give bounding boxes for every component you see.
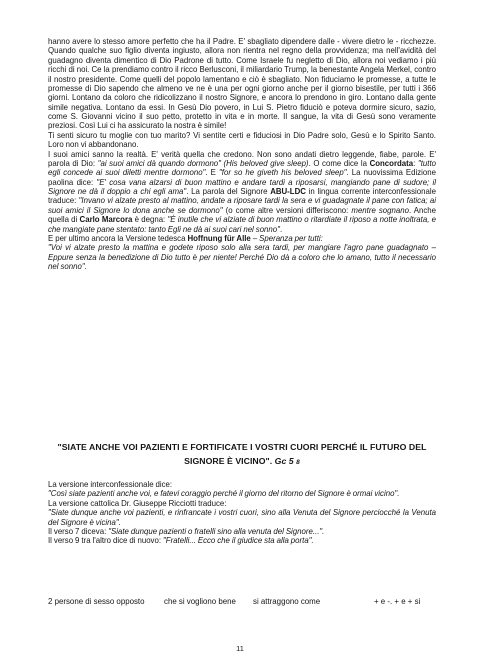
paragraph-intro: [48, 37, 436, 131]
verse9-label: Il verso 9 tra l'altro dice di nuovo:: [48, 536, 163, 546]
block3-run-20: .: [279, 224, 283, 234]
paragraph-trust-text: Ti senti sicuro tu moglie con tuo marito? Vi sentite certi e fiduciosi in Dio Padre solo, Gesù e lo Spirito Santo. Loro non vi abbandonano.: [48, 130, 436, 150]
commentary-text: [48, 480, 436, 546]
block3-run-6: . E: [205, 168, 219, 178]
block3-run-16: . Anche quella di: [48, 205, 437, 225]
block3-run-11: ABU-LDC: [270, 187, 306, 196]
section-heading: [48, 441, 436, 469]
german-quote-text: "Voi vi alzate presto la mattina e godete riposo solo alla sera tardi, per mangiare l'agro pane guadagnato – Eppure senza la benedizione di Dio tutto è per niente! Perché Dio dà a coloro che lo amano, tutto il necessario nel sonno".: [48, 243, 436, 271]
block3-run-10: . La parola del Signore: [186, 187, 271, 196]
paragraph-intro-text: hanno avere lo stesso amore perfetto che ha il Padre. E' sbagliato dipendere dalle - vivere dietro le - ricchezze. Quando qualche suo figlio diventa ingiusto, allora non rientra nel regno della provvidenza; ma nell'avidità del guadagno diventa dimentico di Dio Padrone di tutto. Come Israele fu negletto di Dio, allora noi vediamo i più ricchi di noi. Ce la prendiamo contro il ricco Berlusconi, il miliardario Trump, la benestante Angela Merkel, contro il nostro presidente. Come quelli del popolo lamentano e ciò è sbagliato. Non fiduciamo le promesse, a tutte le promesse di Dio sapendo che almeno ve ne è una per ogni giorno anche per il giorno bisestile, per tutti i 366 giorni. Lontano da coloro che ridicolizzano il nostro Signore, e ancora lo prendono in giro. Lontano dalla gente simile negativa. Lontano da essi. In Gesù Dio povero, in Lui S. Pietro fiduciò e poteva dormire sicuro, sazio, come S. Giovanni vicino il suo petto, protetto in vita e in morte. Il sangue, la vita di Gesù sono veramente preziosi. Così Lui ci ha assicurato la nostra è simile!: [48, 37, 436, 131]
block3-run-0: I suoi amici sanno la realtà. E' verità quella che credono. Non sono andati dietro leggende, fiabe, parole. E' parola di Dio:: [48, 149, 436, 168]
verse7-label: Il verso 7 diceva:: [48, 526, 109, 536]
block3-run-2: . O come dice la: [308, 158, 370, 168]
block4-run-1: Hoffnung für Alle: [187, 233, 251, 243]
block3-run-13: "Invano vi alzate presto al mattino, andate a riposare tardi la sera e vi guadagnate il pane con fatica; ai suoi amici il Signore lo dona anche se dormono": [48, 196, 436, 215]
attraction-col-4: + e -. + e + si: [374, 597, 421, 606]
paragraph-ricciotti-quote: [48, 508, 436, 527]
block3-run-1: "ai suoi amici dà quando dormono" (His beloved give sleep): [97, 158, 309, 168]
attraction-col-2: che si vogliono bene: [164, 597, 236, 606]
block3-run-9: "E' cosa vana alzarsi di buon mattino e andare tardi a riposarsi, mangiando pane di sudore; il Signore ne dà il doppio a chi egli ama": [48, 177, 436, 196]
block4-run-3: Speranza per tutti:: [259, 233, 323, 243]
page-number: 11: [236, 644, 244, 653]
paragraph-verse9: [48, 536, 436, 545]
heading-reference: Gc 5: [274, 455, 294, 466]
verse9-quote: "Fratelli... Ecco che il giudice sta alla porta".: [163, 536, 314, 546]
block3-run-7: "for so he giveth his beloved sleep": [219, 168, 347, 178]
paragraph-trust: [48, 131, 436, 150]
ricciotti-quote: "Siate dunque anche voi pazienti, e rinfrancate i vostri cuori, sino alla Venuta del Signore perciocché la Venuta del Signore è vicina".: [48, 508, 436, 527]
interconfessional-quote: "Così siate pazienti anche voi, e fatevi coraggio perché il giorno del ritorno del Signore è ormai vicino".: [48, 489, 400, 499]
paragraph-german-quote: [48, 243, 436, 271]
block4-run-2: –: [250, 233, 260, 243]
attraction-col-3: si attraggono come: [253, 597, 321, 606]
block3-run-18: è degna:: [132, 215, 168, 225]
verse7-quote: "Siate dunque pazienti o fratelli sino alla venuta del Signore...".: [108, 526, 325, 536]
attraction-col-1: 2 persone di sesso opposto: [48, 597, 145, 606]
paragraph-ricciotti-label: [48, 499, 436, 508]
block3-run-12: in lingua corrente interconfessionale traduce:: [48, 187, 436, 206]
block3-run-15: mentre sognano: [351, 205, 409, 215]
heading-reference-verse: 8: [296, 458, 300, 466]
block4-run-0: E per ultimo ancora la Versione tedesca: [48, 233, 188, 243]
paragraph-versions: [48, 150, 436, 234]
paragraph-interconfessional-label: [48, 480, 436, 489]
paragraph-german-version: [48, 234, 436, 243]
body-text: [48, 37, 436, 271]
interconfessional-label: La versione interconfessionale dice:: [48, 480, 173, 489]
paragraph-interconfessional-quote: [48, 489, 436, 498]
ricciotti-label: La versione cattolica Dr. Giuseppe Ricciotti traduce:: [48, 498, 227, 508]
block3-run-4: :: [413, 158, 418, 168]
paragraph-verse7: [48, 527, 436, 536]
block3-run-17: Carlo Marcora: [79, 215, 133, 225]
block3-run-5: "tutto egli concede ai suoi diletti mentre dormono": [48, 158, 436, 178]
block3-run-8: . La nuovissima Edizione paolina dice:: [48, 168, 436, 187]
heading-quote: "SIATE ANCHE VOI PAZIENTI E FORTIFICATE I VOSTRI CUORI PERCHÉ IL FUTURO DEL SIGNORE È VICINO".: [57, 442, 427, 466]
block3-run-3: Concordata: [369, 158, 414, 168]
block3-run-19: "È inutile che vi alziate di buon mattino o ritardiate il riposo a notte inoltrata, e che mangiate pane stentato: tanto Egli ne dà ai suoi cari nel sonno": [48, 215, 437, 234]
block3-run-14: (o come altre versioni differiscono:: [222, 205, 352, 215]
